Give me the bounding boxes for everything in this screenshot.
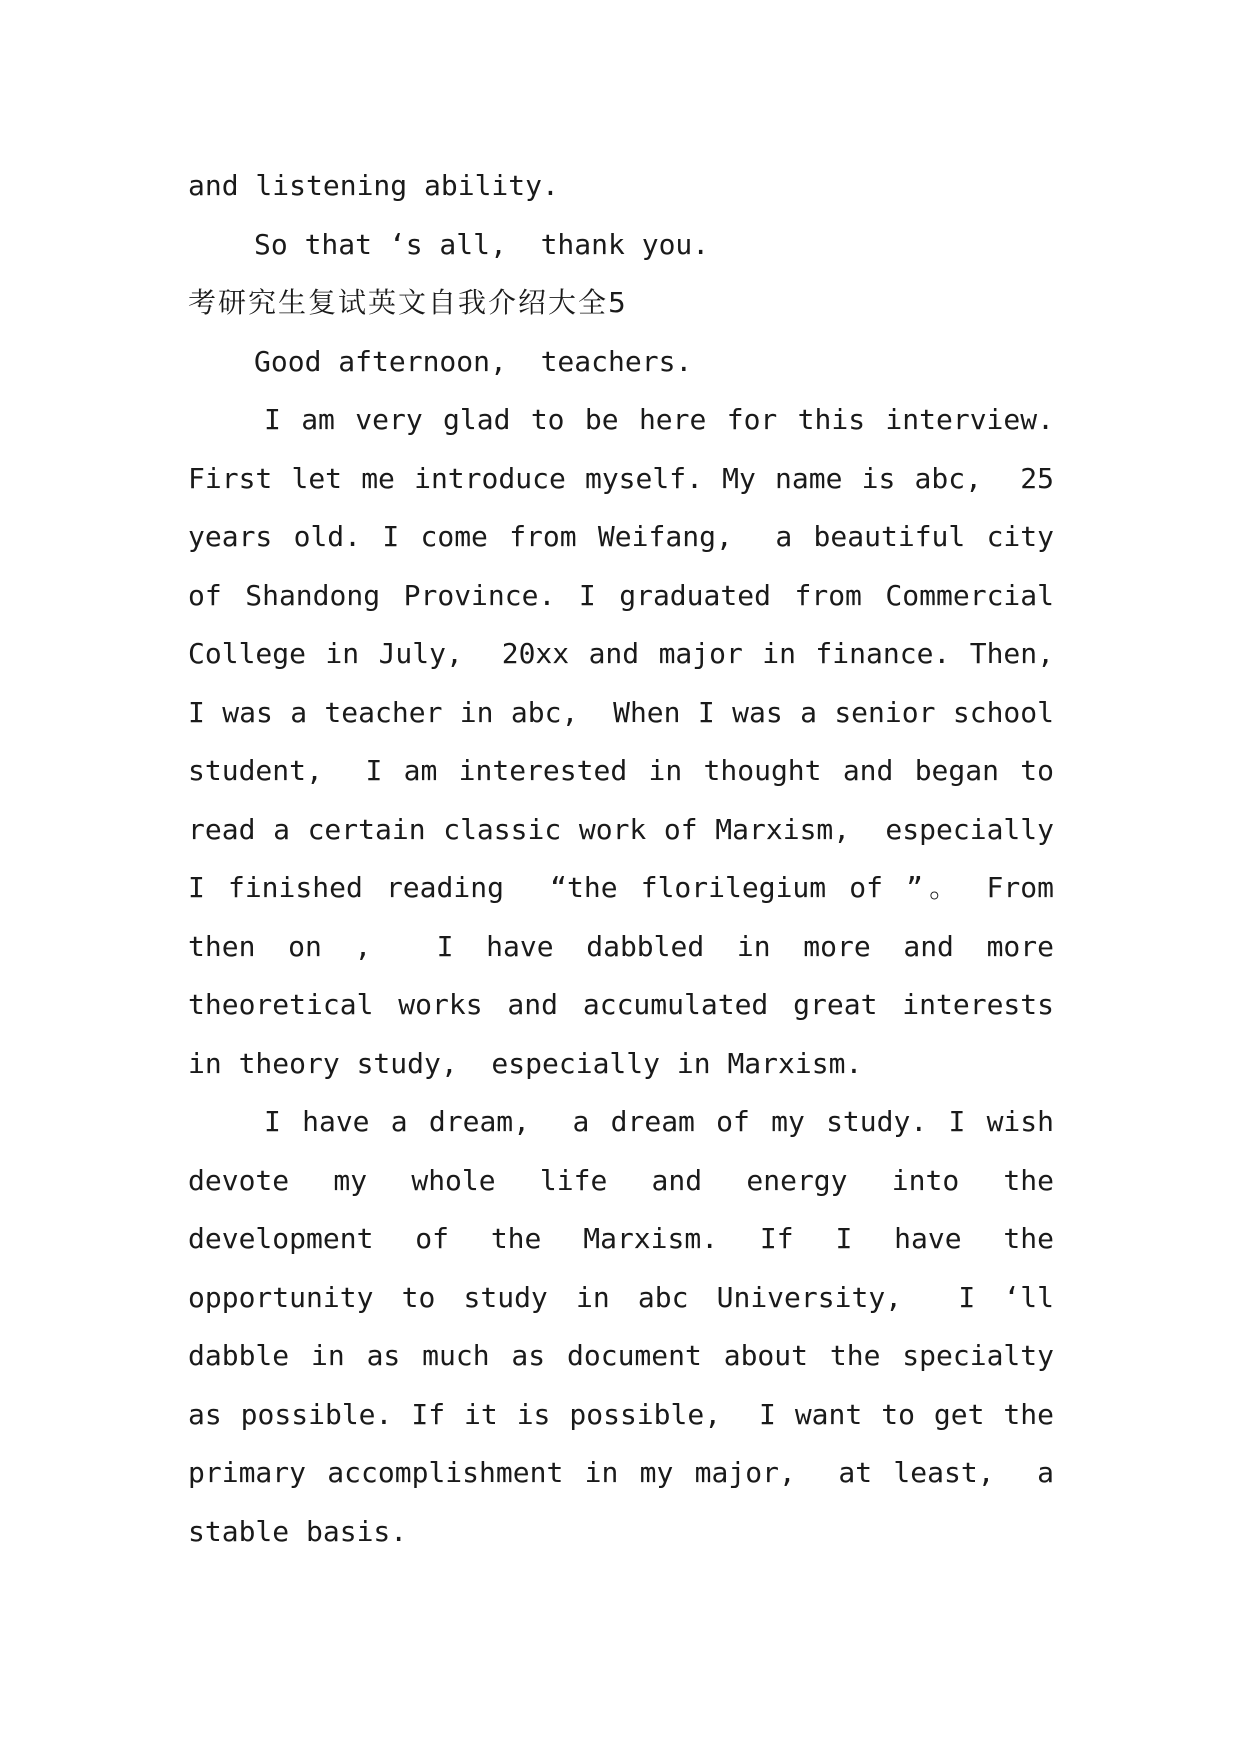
paragraph-line: in theory study, especially in Marxism. [188, 1046, 863, 1080]
paragraph-line: primary accomplishment in my major, at least, a [188, 1456, 1054, 1489]
paragraph-line: stable basis. [188, 1514, 408, 1548]
paragraph-line: College in July, 20xx and major in finance. Then, [188, 637, 1054, 670]
paragraph-dream [188, 1093, 1054, 1561]
greeting-line: Good afternoon, teachers. [254, 344, 693, 378]
continuation-line: and listening ability. [188, 169, 559, 202]
paragraph-line: student, I am interested in thought and began to [188, 754, 1054, 787]
paragraph-line: as possible. If it is possible, I want to get the [188, 1397, 1054, 1431]
closing-line: So that ‘s all, thank you. [254, 227, 710, 261]
paragraph-line: years old. I come from Weifang, a beautiful city [188, 520, 1054, 553]
paragraph-line: I have a dream, a dream of my study. I wish [264, 1105, 1054, 1138]
paragraph-line: I finished reading “the florilegium of ”。 From [188, 871, 1054, 904]
paragraph-line: of Shandong Province. I graduated from Commercial [188, 578, 1054, 612]
paragraph-line: then on , I have dabbled in more and more [188, 929, 1054, 963]
paragraph-line: First let me introduce myself. My name is abc, 25 [188, 461, 1054, 495]
paragraph-line: dabble in as much as document about the specialty [188, 1339, 1054, 1372]
document-body [188, 157, 1054, 1561]
paragraph-line: development of the Marxism. If I have the [188, 1222, 1054, 1255]
paragraph-line: devote my whole life and energy into the [188, 1163, 1054, 1197]
paragraph-line: theoretical works and accumulated great interests [188, 988, 1054, 1021]
paragraph-line: I am very glad to be here for this interview. [264, 403, 1054, 436]
section-heading: 考研究生复试英文自我介绍大全5 [188, 286, 628, 319]
paragraph-line: I was a teacher in abc, When I was a senior school [188, 695, 1054, 729]
paragraph-line: read a certain classic work of Marxism, especially [188, 812, 1054, 846]
paragraph-introduction [188, 391, 1054, 1093]
paragraph-line: opportunity to study in abc University, I ‘ll [188, 1280, 1054, 1314]
